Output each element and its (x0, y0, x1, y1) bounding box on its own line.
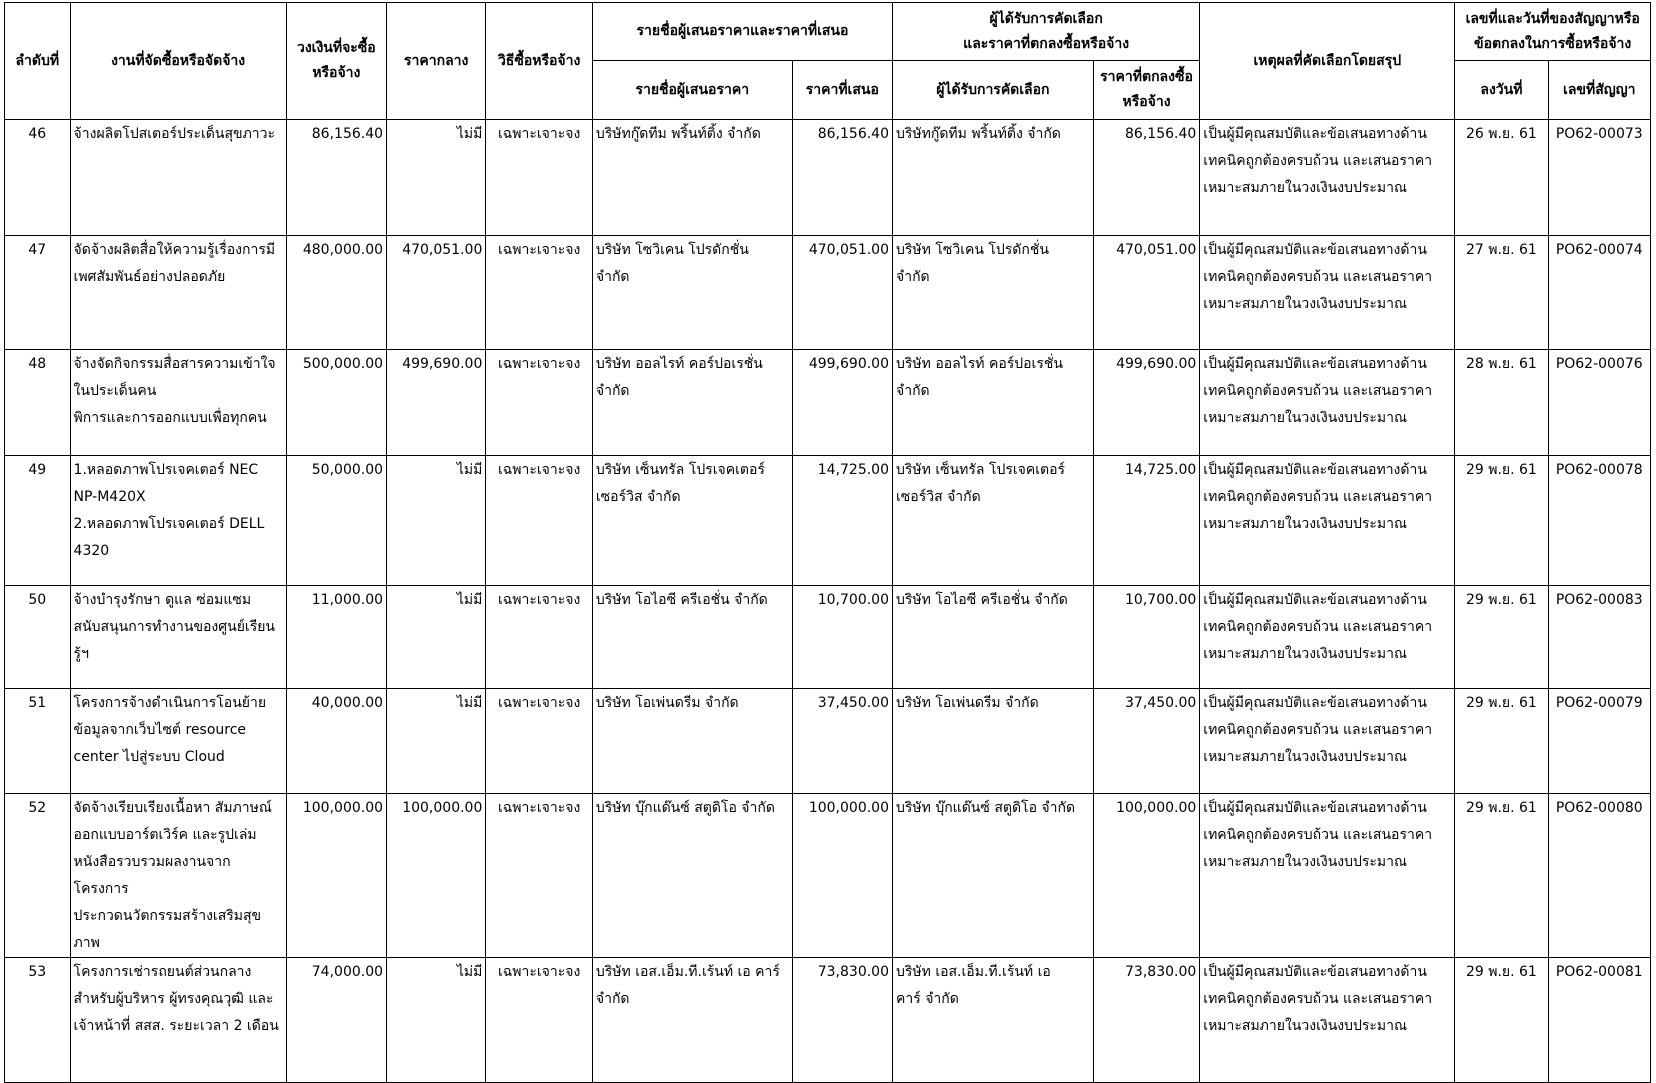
cell-no: 48 (5, 350, 71, 456)
cell-reason-line: เหมาะสมภายในวงเงินงบประมาณ (1203, 854, 1407, 870)
cell-agreed-price: 73,830.00 (1093, 958, 1200, 1083)
header-row-top (5, 3, 1651, 61)
cell-reason (1200, 120, 1455, 236)
cell-reason (1200, 689, 1455, 794)
cell-bidder (592, 794, 792, 958)
cell-bidder-line: เซอร์วิส จำกัด (595, 489, 681, 505)
cell-item-line: 4320 (73, 543, 110, 559)
cell-selected (893, 456, 1094, 586)
cell-bid-price: 37,450.00 (792, 689, 892, 794)
header-selected-group-line1: ผู้ได้รับการคัดเลือก (989, 10, 1103, 27)
cell-reason-line: เทคนิคถูกต้องครบถ้วน และเสนอราคา (1203, 722, 1433, 738)
cell-reason-line: เทคนิคถูกต้องครบถ้วน และเสนอราคา (1203, 827, 1433, 843)
procurement-table (4, 2, 1651, 1083)
cell-selected-line: บริษัท บุ๊กแด๊นซ์ สตูดิโอ จำกัด (896, 800, 1076, 816)
cell-selected-line: บริษัท โอไอซี ครีเอชั่น จำกัด (896, 592, 1068, 608)
cell-bidder-line: บริษัท เซ็นทรัล โปรเจคเตอร์ (595, 462, 765, 478)
cell-selected (893, 586, 1094, 689)
cell-reason-line: เทคนิคถูกต้องครบถ้วน และเสนอราคา (1203, 991, 1433, 1007)
cell-method: เฉพาะเจาะจง (486, 350, 593, 456)
cell-contract-date: 26 พ.ย. 61 (1455, 120, 1548, 236)
cell-item-line: โครงการจ้างดำเนินการโอนย้าย (73, 695, 267, 711)
cell-no: 52 (5, 794, 71, 958)
cell-bidder (592, 689, 792, 794)
header-no: ลำดับที่ (5, 3, 71, 120)
cell-method: เฉพาะเจาะจง (486, 958, 593, 1083)
cell-reason-line: เทคนิคถูกต้องครบถ้วน และเสนอราคา (1203, 489, 1433, 505)
cell-reason-line: เหมาะสมภายในวงเงินงบประมาณ (1203, 296, 1407, 312)
header-agreed-price (1093, 61, 1200, 120)
cell-contract-no: PO62-00083 (1548, 586, 1650, 689)
cell-reason-line: เป็นผู้มีคุณสมบัติและข้อเสนอทางด้าน (1203, 356, 1427, 372)
cell-no: 46 (5, 120, 71, 236)
cell-item-line: จ้างผลิตโปสเตอร์ประเด็นสุขภาวะ (73, 126, 276, 142)
cell-selected-line: บริษัท ออลไรท์ คอร์ปอเรชั่น (896, 356, 1063, 372)
cell-selected-line: คาร์ จำกัด (896, 991, 959, 1007)
cell-item (70, 236, 286, 350)
header-budget-line1: วงเงินที่จะซื้อ (296, 40, 376, 56)
header-bidder-name: รายชื่อผู้เสนอราคา (592, 61, 792, 120)
cell-item-line: center ไปสู่ระบบ Cloud (73, 749, 225, 765)
cell-agreed-price: 37,450.00 (1093, 689, 1200, 794)
cell-item (70, 689, 286, 794)
cell-selected-line: เซอร์วิส จำกัด (896, 489, 981, 505)
cell-reason-line: เป็นผู้มีคุณสมบัติและข้อเสนอทางด้าน (1203, 462, 1427, 478)
cell-item-line: เพศสัมพันธ์อย่างปลอดภัย (73, 269, 226, 285)
header-reason: เหตุผลที่คัดเลือกโดยสรุป (1200, 3, 1455, 120)
cell-median: 470,051.00 (387, 236, 486, 350)
header-selected-name: ผู้ได้รับการคัดเลือก (893, 61, 1094, 120)
cell-median: 100,000.00 (387, 794, 486, 958)
cell-reason-line: เทคนิคถูกต้องครบถ้วน และเสนอราคา (1203, 153, 1433, 169)
cell-reason-line: เป็นผู้มีคุณสมบัติและข้อเสนอทางด้าน (1203, 592, 1427, 608)
cell-selected (893, 958, 1094, 1083)
cell-median: ไม่มี (387, 586, 486, 689)
cell-bidder (592, 350, 792, 456)
cell-reason-line: เป็นผู้มีคุณสมบัติและข้อเสนอทางด้าน (1203, 126, 1427, 142)
cell-item-line: พิการและการออกแบบเพื่อทุกคน (73, 410, 267, 426)
cell-selected-line: บริษัท เอส.เอ็ม.ที.เร้นท์ เอ (896, 964, 1051, 980)
cell-budget: 74,000.00 (286, 958, 386, 1083)
cell-median: ไม่มี (387, 120, 486, 236)
cell-no: 50 (5, 586, 71, 689)
cell-median: ไม่มี (387, 689, 486, 794)
cell-bid-price: 14,725.00 (792, 456, 892, 586)
cell-method: เฉพาะเจาะจง (486, 236, 593, 350)
cell-selected-line: บริษัท โซวิเคน โปรดักชั่น (896, 242, 1049, 258)
cell-item-line: จัดจ้างเรียบเรียงเนื้อหา สัมภาษณ์ (73, 800, 272, 816)
cell-bid-price: 470,051.00 (792, 236, 892, 350)
header-selected-group-line2: และราคาที่ตกลงซื้อหรือจ้าง (963, 35, 1130, 52)
cell-contract-date: 29 พ.ย. 61 (1455, 586, 1548, 689)
cell-item-line: สนับสนุนการทำงานของศูนย์เรียนรู้ฯ (73, 619, 276, 662)
cell-budget: 86,156.40 (286, 120, 386, 236)
header-budget (286, 3, 386, 120)
cell-agreed-price: 14,725.00 (1093, 456, 1200, 586)
header-item: งานที่จัดซื้อหรือจัดจ้าง (70, 3, 286, 120)
cell-item-line: จ้างจัดกิจกรรมสื่อสารความเข้าใจ (73, 356, 276, 372)
cell-contract-no: PO62-00073 (1548, 120, 1650, 236)
cell-item (70, 350, 286, 456)
cell-agreed-price: 10,700.00 (1093, 586, 1200, 689)
cell-agreed-price: 470,051.00 (1093, 236, 1200, 350)
header-agreed-price-line2: หรือจ้าง (1122, 94, 1171, 110)
cell-reason (1200, 350, 1455, 456)
cell-reason (1200, 456, 1455, 586)
cell-contract-no: PO62-00081 (1548, 958, 1650, 1083)
table-header (5, 3, 1651, 120)
cell-agreed-price: 499,690.00 (1093, 350, 1200, 456)
table-row (5, 236, 1651, 350)
table-row (5, 350, 1651, 456)
cell-contract-no: PO62-00080 (1548, 794, 1650, 958)
cell-item-line: ในประเด็นคน (73, 383, 157, 399)
cell-budget: 500,000.00 (286, 350, 386, 456)
cell-median: 499,690.00 (387, 350, 486, 456)
cell-item (70, 120, 286, 236)
cell-item-line: ข้อมูลจากเว็บไซต์ resource (73, 722, 247, 738)
cell-bidder-line: จำกัด (595, 991, 630, 1007)
cell-reason-line: เหมาะสมภายในวงเงินงบประมาณ (1203, 1018, 1407, 1034)
cell-selected-line: จำกัด (896, 383, 930, 399)
cell-reason-line: เป็นผู้มีคุณสมบัติและข้อเสนอทางด้าน (1203, 695, 1427, 711)
table-body (5, 120, 1651, 1083)
cell-bidder-line: บริษัท บุ๊กแด๊นซ์ สตูดิโอ จำกัด (595, 800, 775, 816)
cell-bid-price: 86,156.40 (792, 120, 892, 236)
cell-no: 47 (5, 236, 71, 350)
cell-selected-line: บริษัทกู๊ดทีม พริ้นท์ติ้ง จำกัด (896, 126, 1061, 142)
cell-method: เฉพาะเจาะจง (486, 794, 593, 958)
cell-reason-line: เป็นผู้มีคุณสมบัติและข้อเสนอทางด้าน (1203, 800, 1427, 816)
cell-budget: 11,000.00 (286, 586, 386, 689)
cell-agreed-price: 86,156.40 (1093, 120, 1200, 236)
cell-bid-price: 100,000.00 (792, 794, 892, 958)
cell-contract-no: PO62-00079 (1548, 689, 1650, 794)
table-row (5, 689, 1651, 794)
cell-reason-line: เป็นผู้มีคุณสมบัติและข้อเสนอทางด้าน (1203, 242, 1427, 258)
cell-item (70, 958, 286, 1083)
cell-reason (1200, 794, 1455, 958)
header-agreed-price-line1: ราคาที่ตกลงซื้อ (1100, 69, 1193, 85)
table-row (5, 958, 1651, 1083)
table-row (5, 586, 1651, 689)
cell-selected (893, 236, 1094, 350)
header-selected-group (893, 3, 1200, 61)
cell-bidder (592, 120, 792, 236)
cell-no: 53 (5, 958, 71, 1083)
cell-reason (1200, 236, 1455, 350)
cell-budget: 40,000.00 (286, 689, 386, 794)
table-row (5, 120, 1651, 236)
cell-contract-date: 27 พ.ย. 61 (1455, 236, 1548, 350)
cell-bidder-line: จำกัด (595, 269, 630, 285)
cell-bidder (592, 456, 792, 586)
table-row (5, 794, 1651, 958)
cell-bidder (592, 958, 792, 1083)
header-budget-line2: หรือจ้าง (312, 65, 361, 81)
cell-contract-date: 28 พ.ย. 61 (1455, 350, 1548, 456)
cell-agreed-price: 100,000.00 (1093, 794, 1200, 958)
cell-item-line: ออกแบบอาร์ตเวิร์ค และรูปเล่ม (73, 827, 257, 843)
cell-reason-line: เป็นผู้มีคุณสมบัติและข้อเสนอทางด้าน (1203, 964, 1427, 980)
cell-reason (1200, 586, 1455, 689)
cell-reason-line: เหมาะสมภายในวงเงินงบประมาณ (1203, 646, 1407, 662)
header-bidders-group: รายชื่อผู้เสนอราคาและราคาที่เสนอ (592, 3, 892, 61)
cell-reason (1200, 958, 1455, 1083)
header-contract-group-line1: เลขที่และวันที่ของสัญญาหรือ (1465, 10, 1640, 27)
cell-contract-no: PO62-00076 (1548, 350, 1650, 456)
cell-item-line: จัดจ้างผลิตสื่อให้ความรู้เรื่องการมี (73, 242, 276, 258)
header-bid-price: ราคาที่เสนอ (792, 61, 892, 120)
cell-median: ไม่มี (387, 958, 486, 1083)
cell-budget: 480,000.00 (286, 236, 386, 350)
header-contract-group (1455, 3, 1651, 61)
cell-bid-price: 73,830.00 (792, 958, 892, 1083)
cell-budget: 50,000.00 (286, 456, 386, 586)
cell-bidder-line: บริษัท โอไอซี ครีเอชั่น จำกัด (595, 592, 768, 608)
cell-reason-line: เหมาะสมภายในวงเงินงบประมาณ (1203, 516, 1407, 532)
cell-contract-date: 29 พ.ย. 61 (1455, 689, 1548, 794)
cell-item (70, 456, 286, 586)
cell-item-line: ประกวดนวัตกรรมสร้างเสริมสุขภาพ (73, 908, 262, 951)
cell-reason-line: เทคนิคถูกต้องครบถ้วน และเสนอราคา (1203, 269, 1433, 285)
cell-bid-price: 499,690.00 (792, 350, 892, 456)
cell-no: 51 (5, 689, 71, 794)
cell-no: 49 (5, 456, 71, 586)
cell-bidder (592, 586, 792, 689)
header-contract-date: ลงวันที่ (1455, 61, 1548, 120)
cell-reason-line: เหมาะสมภายในวงเงินงบประมาณ (1203, 749, 1407, 765)
cell-reason-line: เหมาะสมภายในวงเงินงบประมาณ (1203, 410, 1407, 426)
cell-contract-date: 29 พ.ย. 61 (1455, 794, 1548, 958)
cell-selected-line: บริษัท เซ็นทรัล โปรเจคเตอร์ (896, 462, 1066, 478)
header-median: ราคากลาง (387, 3, 486, 120)
cell-selected (893, 350, 1094, 456)
cell-item-line: เจ้าหน้าที่ สสส. ระยะเวลา 2 เดือน (73, 1018, 279, 1034)
header-contract-group-line2: ข้อตกลงในการซื้อหรือจ้าง (1474, 35, 1632, 52)
cell-bidder (592, 236, 792, 350)
cell-budget: 100,000.00 (286, 794, 386, 958)
cell-contract-no: PO62-00078 (1548, 456, 1650, 586)
cell-item-line: จ้างบำรุงรักษา ดูแล ซ่อมแซม (73, 592, 252, 608)
cell-selected-line: บริษัท โอเพ่นดรีม จำกัด (896, 695, 1039, 711)
cell-bidder-line: บริษัท โอเพ่นดรีม จำกัด (595, 695, 739, 711)
cell-item-line: สำหรับผู้บริหาร ผู้ทรงคุณวุฒิ และ (73, 991, 274, 1007)
cell-bidder-line: บริษัท ออลไรท์ คอร์ปอเรชั่น (595, 356, 763, 372)
cell-selected-line: จำกัด (896, 269, 930, 285)
cell-reason-line: เทคนิคถูกต้องครบถ้วน และเสนอราคา (1203, 619, 1433, 635)
cell-item (70, 794, 286, 958)
cell-bidder-line: จำกัด (595, 383, 630, 399)
cell-reason-line: เหมาะสมภายในวงเงินงบประมาณ (1203, 180, 1407, 196)
cell-contract-no: PO62-00074 (1548, 236, 1650, 350)
cell-item (70, 586, 286, 689)
cell-method: เฉพาะเจาะจง (486, 120, 593, 236)
table-row (5, 456, 1651, 586)
header-contract-no: เลขที่สัญญา (1548, 61, 1650, 120)
cell-bidder-line: บริษัท โซวิเคน โปรดักชั่น (595, 242, 749, 258)
cell-item-line: 2.หลอดภาพโปรเจคเตอร์ DELL (73, 516, 265, 532)
cell-selected (893, 794, 1094, 958)
cell-contract-date: 29 พ.ย. 61 (1455, 958, 1548, 1083)
cell-selected (893, 689, 1094, 794)
cell-item-line: NP-M420X (73, 489, 146, 505)
cell-bid-price: 10,700.00 (792, 586, 892, 689)
cell-bidder-line: บริษัทกู๊ดทีม พริ้นท์ติ้ง จำกัด (595, 126, 761, 142)
cell-method: เฉพาะเจาะจง (486, 689, 593, 794)
cell-contract-date: 29 พ.ย. 61 (1455, 456, 1548, 586)
header-method: วิธีซื้อหรือจ้าง (486, 3, 593, 120)
cell-bidder-line: บริษัท เอส.เอ็ม.ที.เร้นท์ เอ คาร์ (595, 964, 780, 980)
cell-method: เฉพาะเจาะจง (486, 586, 593, 689)
cell-item-line: หนังสือรวบรวมผลงานจากโครงการ (73, 854, 231, 897)
cell-item-line: โครงการเช่ารถยนต์ส่วนกลาง (73, 964, 252, 980)
cell-method: เฉพาะเจาะจง (486, 456, 593, 586)
cell-item-line: 1.หลอดภาพโปรเจคเตอร์ NEC (73, 462, 259, 478)
cell-median: ไม่มี (387, 456, 486, 586)
cell-reason-line: เทคนิคถูกต้องครบถ้วน และเสนอราคา (1203, 383, 1433, 399)
cell-selected (893, 120, 1094, 236)
